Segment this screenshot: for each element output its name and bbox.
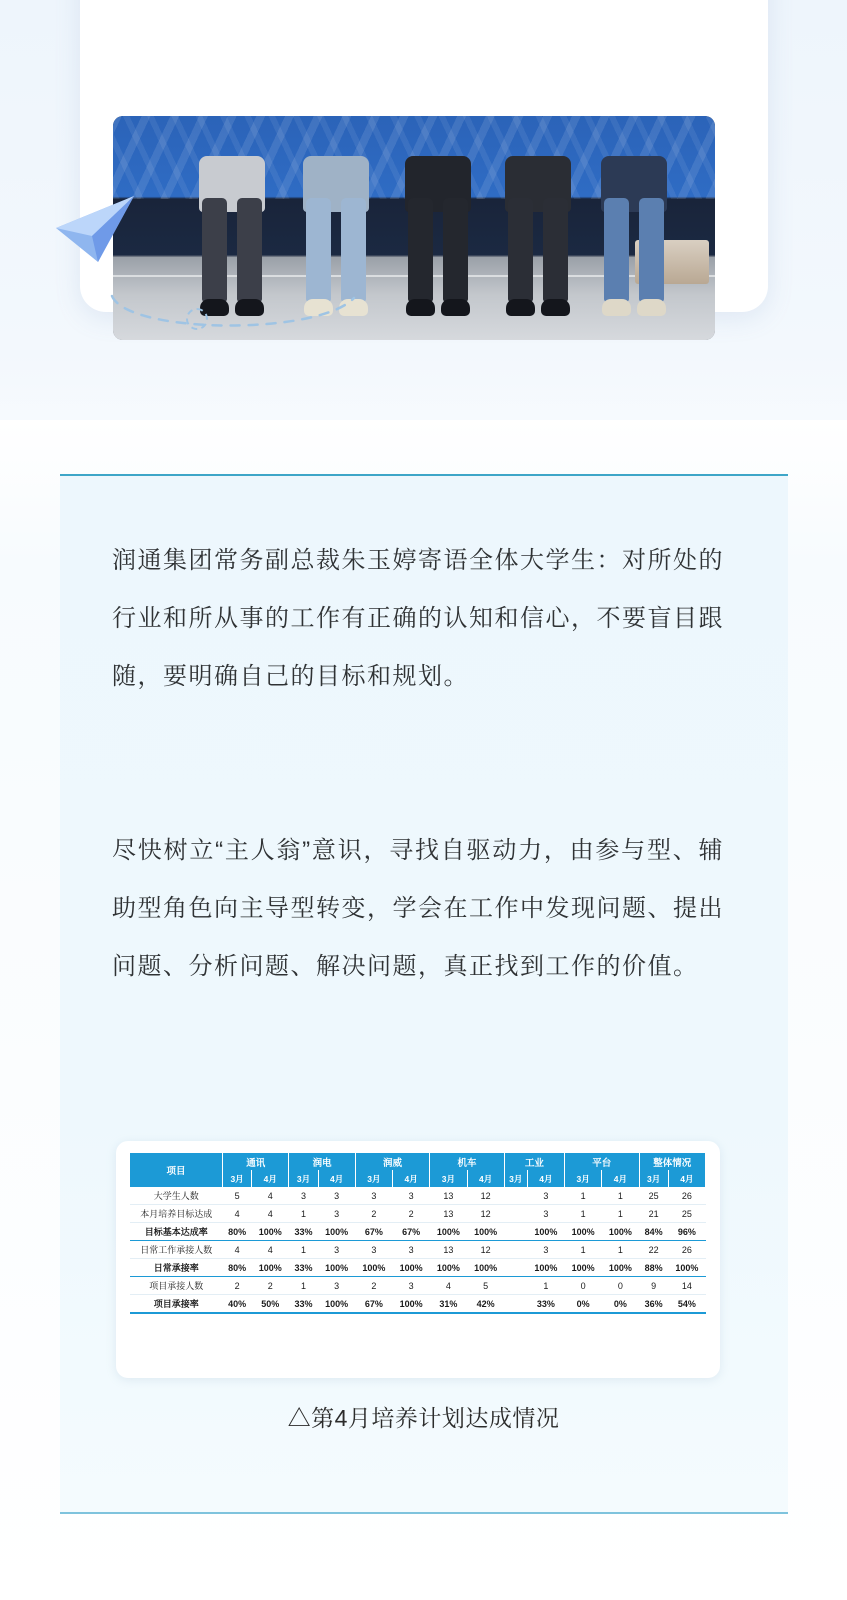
table-cell: 67% — [355, 1295, 392, 1314]
table-cell: 3 — [318, 1205, 355, 1223]
table-cell: 1 — [565, 1205, 602, 1223]
table-row-label: 本月培养目标达成 — [130, 1205, 223, 1223]
table-cell: 5 — [223, 1187, 252, 1205]
table-cell: 3 — [393, 1187, 430, 1205]
table-cell: 3 — [289, 1187, 318, 1205]
table-row-label: 日常承接率 — [130, 1259, 223, 1277]
table-cell: 1 — [602, 1205, 639, 1223]
table-cell: 80% — [223, 1259, 252, 1277]
table-subheader-cell: 4月 — [252, 1170, 289, 1187]
table-cell: 67% — [393, 1223, 430, 1241]
table-cell: 33% — [289, 1295, 318, 1314]
table-row — [130, 1205, 706, 1223]
table-cell: 0% — [602, 1295, 639, 1314]
table-cell: 80% — [223, 1223, 252, 1241]
table-cell: 22 — [639, 1241, 668, 1259]
table-subheader-cell: 3月 — [565, 1170, 602, 1187]
table-cell: 0 — [565, 1277, 602, 1295]
table-cell: 100% — [393, 1259, 430, 1277]
table-cell: 3 — [355, 1187, 392, 1205]
table-cell: 3 — [527, 1187, 564, 1205]
table-header-cell: 润威 — [355, 1153, 430, 1170]
table-subheader-cell: 4月 — [393, 1170, 430, 1187]
table-group-header-row — [130, 1153, 706, 1170]
table-cell: 67% — [355, 1223, 392, 1241]
table-cell: 42% — [467, 1295, 504, 1314]
table-cell: 0% — [565, 1295, 602, 1314]
table-cell: 3 — [318, 1187, 355, 1205]
table-cell: 96% — [668, 1223, 705, 1241]
table-cell: 1 — [565, 1241, 602, 1259]
table-cell: 0 — [602, 1277, 639, 1295]
table-cell: 100% — [430, 1223, 467, 1241]
table-cell: 2 — [252, 1277, 289, 1295]
table-cell: 36% — [639, 1295, 668, 1314]
table-cell: 4 — [430, 1277, 467, 1295]
table-cell: 100% — [467, 1223, 504, 1241]
dashed-circle-decoration — [186, 308, 208, 330]
table-row — [130, 1241, 706, 1259]
table-cell: 54% — [668, 1295, 705, 1314]
table-cell: 1 — [527, 1277, 564, 1295]
table-cell: 3 — [318, 1241, 355, 1259]
table-header-cell: 整体情况 — [639, 1153, 705, 1170]
table-cell: 100% — [565, 1223, 602, 1241]
table-cell: 100% — [602, 1223, 639, 1241]
achievement-table — [130, 1153, 706, 1314]
table-subheader-cell: 3月 — [639, 1170, 668, 1187]
table-cell: 2 — [393, 1205, 430, 1223]
table-cell: 40% — [223, 1295, 252, 1314]
table-caption: △第4月培养计划达成情况 — [287, 1405, 560, 1431]
table-subheader-cell: 3月 — [289, 1170, 318, 1187]
table-cell: 3 — [393, 1241, 430, 1259]
table-cell: 84% — [639, 1223, 668, 1241]
dashed-arc-decoration — [108, 288, 358, 338]
photo-card — [80, 0, 768, 312]
table-cell: 12 — [467, 1205, 504, 1223]
table-cell: 33% — [527, 1295, 564, 1314]
table-row — [130, 1295, 706, 1314]
table-cell: 1 — [602, 1241, 639, 1259]
table-cell: 1 — [602, 1187, 639, 1205]
table-cell: 100% — [602, 1259, 639, 1277]
table-cell — [504, 1277, 527, 1295]
table-cell: 100% — [355, 1259, 392, 1277]
table-row-label: 日常工作承接人数 — [130, 1241, 223, 1259]
table-cell: 5 — [467, 1277, 504, 1295]
table-cell: 12 — [467, 1241, 504, 1259]
table-subheader-cell: 4月 — [467, 1170, 504, 1187]
table-subheader-cell: 3月 — [504, 1170, 527, 1187]
table-cell: 25 — [668, 1205, 705, 1223]
table-header-cell: 工业 — [504, 1153, 564, 1170]
table-row — [130, 1277, 706, 1295]
table-cell — [504, 1205, 527, 1223]
table-cell: 26 — [668, 1187, 705, 1205]
table-cell: 100% — [393, 1295, 430, 1314]
table-cell: 12 — [467, 1187, 504, 1205]
table-cell: 13 — [430, 1241, 467, 1259]
table-card — [116, 1141, 720, 1378]
paragraph-1: 润通集团常务副总裁朱玉婷寄语全体大学生：对所处的行业和所从事的工作有正确的认知和信心，不要盲目跟随，要明确自己的目标和规划。 — [112, 547, 724, 690]
table-cell: 4 — [252, 1187, 289, 1205]
table-row — [130, 1187, 706, 1205]
table-subheader-cell: 3月 — [355, 1170, 392, 1187]
table-subheader-cell: 4月 — [602, 1170, 639, 1187]
table-cell: 21 — [639, 1205, 668, 1223]
table-cell — [504, 1223, 527, 1241]
table-cell: 3 — [318, 1277, 355, 1295]
table-body — [130, 1187, 706, 1313]
paragraph-2: 尽快树立“主人翁”意识，寻找自驱动力，由参与型、辅助型角色向主导型转变，学会在工作中发现问题、提出问题、分析问题、解决问题，真正找到工作的价值。 — [112, 837, 724, 980]
table-header-cell: 机车 — [430, 1153, 505, 1170]
table-cell — [504, 1241, 527, 1259]
table-subheader-cell: 3月 — [430, 1170, 467, 1187]
table-cell: 1 — [565, 1187, 602, 1205]
photo-person — [505, 198, 571, 316]
table-cell: 100% — [668, 1259, 705, 1277]
table-cell: 1 — [289, 1241, 318, 1259]
table-row-label: 大学生人数 — [130, 1187, 223, 1205]
table-cell: 13 — [430, 1187, 467, 1205]
table-cell: 9 — [639, 1277, 668, 1295]
table-row-label: 项目承接率 — [130, 1295, 223, 1314]
table-cell: 25 — [639, 1187, 668, 1205]
table-cell: 4 — [223, 1205, 252, 1223]
table-cell: 33% — [289, 1259, 318, 1277]
table-header-cell: 通讯 — [223, 1153, 289, 1170]
table-cell: 2 — [355, 1205, 392, 1223]
table-cell: 2 — [223, 1277, 252, 1295]
table-cell: 31% — [430, 1295, 467, 1314]
table-cell: 33% — [289, 1223, 318, 1241]
table-cell: 4 — [252, 1241, 289, 1259]
table-cell: 100% — [467, 1259, 504, 1277]
paper-plane-icon — [52, 192, 138, 272]
table-row-label: 项目承接人数 — [130, 1277, 223, 1295]
photo-person — [601, 198, 667, 316]
table-cell — [504, 1259, 527, 1277]
table-cell: 3 — [393, 1277, 430, 1295]
table-row-label: 目标基本达成率 — [130, 1223, 223, 1241]
table-cell: 100% — [252, 1223, 289, 1241]
table-cell: 1 — [289, 1277, 318, 1295]
table-subheader-cell: 4月 — [527, 1170, 564, 1187]
table-cell: 100% — [318, 1223, 355, 1241]
table-subheader-cell: 4月 — [668, 1170, 705, 1187]
table-cell: 100% — [318, 1295, 355, 1314]
table-cell: 4 — [223, 1241, 252, 1259]
table-cell: 88% — [639, 1259, 668, 1277]
table-subheader-cell: 3月 — [223, 1170, 252, 1187]
table-cell: 4 — [252, 1205, 289, 1223]
table-header-cell: 润电 — [289, 1153, 355, 1170]
table-cell: 2 — [355, 1277, 392, 1295]
table-cell: 100% — [527, 1259, 564, 1277]
photo-person — [405, 198, 471, 316]
table-header-cell: 平台 — [565, 1153, 640, 1170]
table-cell: 26 — [668, 1241, 705, 1259]
table-header-cell: 项目 — [130, 1153, 223, 1187]
table-cell: 100% — [318, 1259, 355, 1277]
table-subheader-cell: 4月 — [318, 1170, 355, 1187]
table-cell: 3 — [527, 1205, 564, 1223]
table-cell: 100% — [430, 1259, 467, 1277]
table-cell: 3 — [355, 1241, 392, 1259]
table-cell: 100% — [252, 1259, 289, 1277]
table-cell: 100% — [565, 1259, 602, 1277]
table-cell — [504, 1295, 527, 1314]
table-cell: 1 — [289, 1205, 318, 1223]
table-cell: 14 — [668, 1277, 705, 1295]
table-row — [130, 1223, 706, 1241]
table-cell: 3 — [527, 1241, 564, 1259]
table-cell — [504, 1187, 527, 1205]
table-cell: 50% — [252, 1295, 289, 1314]
table-cell: 100% — [527, 1223, 564, 1241]
table-cell: 13 — [430, 1205, 467, 1223]
table-row — [130, 1259, 706, 1277]
